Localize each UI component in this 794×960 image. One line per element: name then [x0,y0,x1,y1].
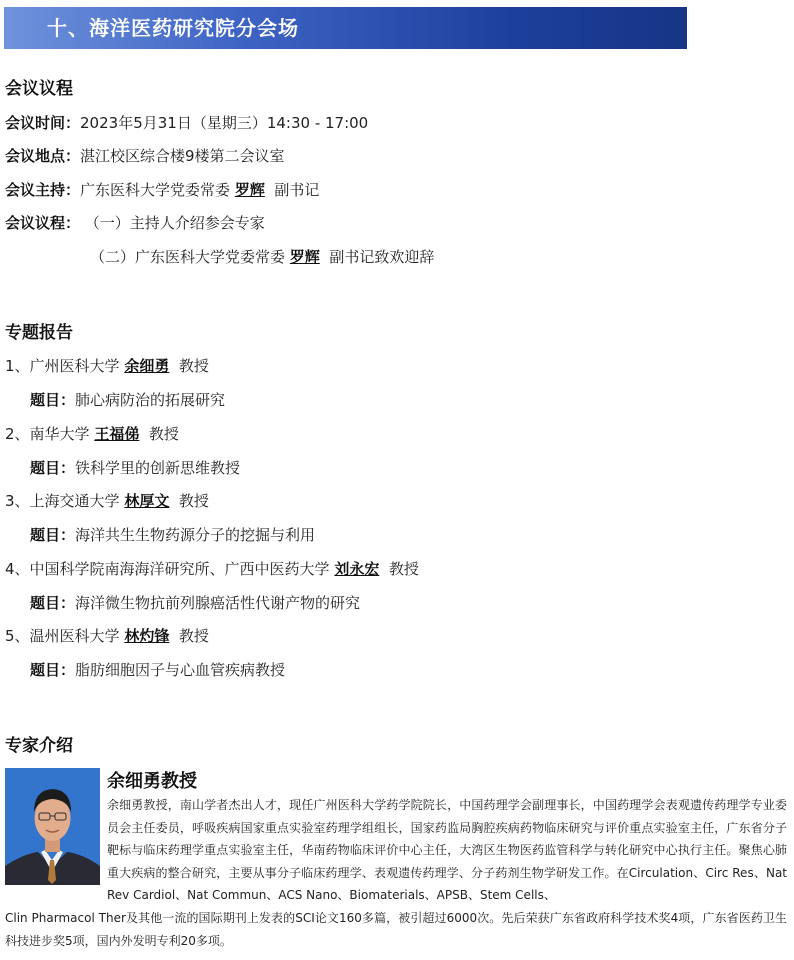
report-item [5,626,209,646]
topic-label: 题目： [30,593,76,612]
expert-photo [5,768,100,885]
section-banner [4,7,687,49]
host-suffix: 副书记 [274,181,320,199]
expert-bio-continued: Clin Pharmacol Ther及其他一流的国际期刊上发表的SCI论文160多篇，被引超过6000次。先后荣获广东省政府科学技术奖4项，广东省医药卫生科技进步奖5项，国内外发明专利20多项。 [5,911,787,948]
report-speaker: 刘永宏 [334,559,380,578]
topic-text: 脂肪细胞因子与心血管疾病教授 [75,661,286,679]
report-org: 温州医科大学 [29,627,120,645]
topic-label: 题目： [30,661,76,679]
place-value: 湛江校区综合楼9楼第二会议室 [80,147,285,165]
report-topic [30,458,240,478]
report-item [5,424,179,444]
report-item [5,559,419,579]
topic-label: 题目： [30,526,76,544]
report-speaker: 林厚文 [124,492,170,510]
agenda-item-1 [5,213,265,233]
agenda-heading: 会议议程 [5,79,73,99]
report-speaker: 余细勇 [124,357,170,375]
topic-text: 海洋共生生物药源分子的挖掘与利用 [75,526,316,544]
meeting-place [5,146,285,166]
report-topic [30,390,225,410]
report-speaker-title: 教授 [148,424,179,443]
report-topic [30,593,360,613]
report-topic [30,660,285,680]
topic-label: 题目： [30,391,76,409]
report-number: 2、 [5,424,30,443]
report-org: 中国科学院南海海洋研究所、广西中医药大学 [29,559,330,578]
report-number: 5、 [5,627,30,645]
topic-text: 铁科学里的创新思维教授 [75,458,241,477]
report-speaker: 林灼锋 [124,627,170,645]
report-item [5,491,209,511]
report-topic [30,525,315,545]
reports-heading: 专题报告 [5,323,73,343]
topic-text: 肺心病防治的拓展研究 [75,391,226,409]
report-speaker-title: 教授 [178,357,209,375]
report-speaker: 王福俤 [94,424,140,443]
report-number: 4、 [5,559,30,578]
topic-text: 海洋微生物抗前列腺癌活性代谢产物的研究 [75,593,361,612]
agenda-item-2-name: 罗辉 [289,248,320,266]
report-number: 1、 [5,357,30,375]
host-label: 会议主持： [5,181,81,199]
report-speaker-title: 教授 [178,492,209,510]
topic-label: 题目： [30,458,76,477]
meeting-host [5,180,319,200]
time-label: 会议时间： [5,114,81,132]
report-speaker-title: 教授 [178,627,209,645]
report-speaker-title: 教授 [388,559,419,578]
place-label: 会议地点： [5,147,81,165]
report-number: 3、 [5,492,30,510]
time-value: 2023年5月31日（星期三）14:30 - 17:00 [80,114,369,132]
report-org: 南华大学 [29,424,90,443]
host-name: 罗辉 [234,181,265,199]
experts-heading: 专家介绍 [5,736,73,756]
report-org: 上海交通大学 [29,492,120,510]
report-org: 广州医科大学 [29,357,120,375]
meeting-time [5,113,368,133]
expert-bio: 余细勇教授，南山学者杰出人才，现任广州医科大学药学院院长，中国药理学会副理事长，中国药理学会表观遗传药理学专业委员会主任委员，呼吸疾病国家重点实验室药理学组组长，国家药监局胸腔疾病药物临床研究与评价重点实验室主任，广东省分子靶标与临床药理学重点实验室主任，华南药物临床评价中心主任，大湾区生物医药监管科学与转化研究中心执行主任。聚焦心肺重大疾病的整合研究，主要从事分子临床药理学、表观遗传药理学、分子药剂生物学研发工作。在Circulation、Circ Res、Nat Rev Cardiol、Nat Commun、ACS Nano、Biomaterials、APSB、Stem Cells、 [107,798,787,902]
agenda-item-2-suffix: 副书记致欢迎辞 [329,248,435,266]
agenda-item-2-prefix: （二）广东医科大学党委常委 [90,248,286,266]
expert-name: 余细勇教授 [107,771,197,792]
section-title: 十、海洋医药研究院分会场 [47,16,299,40]
agenda-label: 会议议程： [5,214,81,232]
agenda-item-2 [90,247,434,267]
portrait-image [5,768,100,885]
host-prefix: 广东医科大学党委常委 [80,181,231,199]
agenda-item-1-text: （一）主持人介绍参会专家 [84,214,265,232]
report-item [5,356,209,376]
